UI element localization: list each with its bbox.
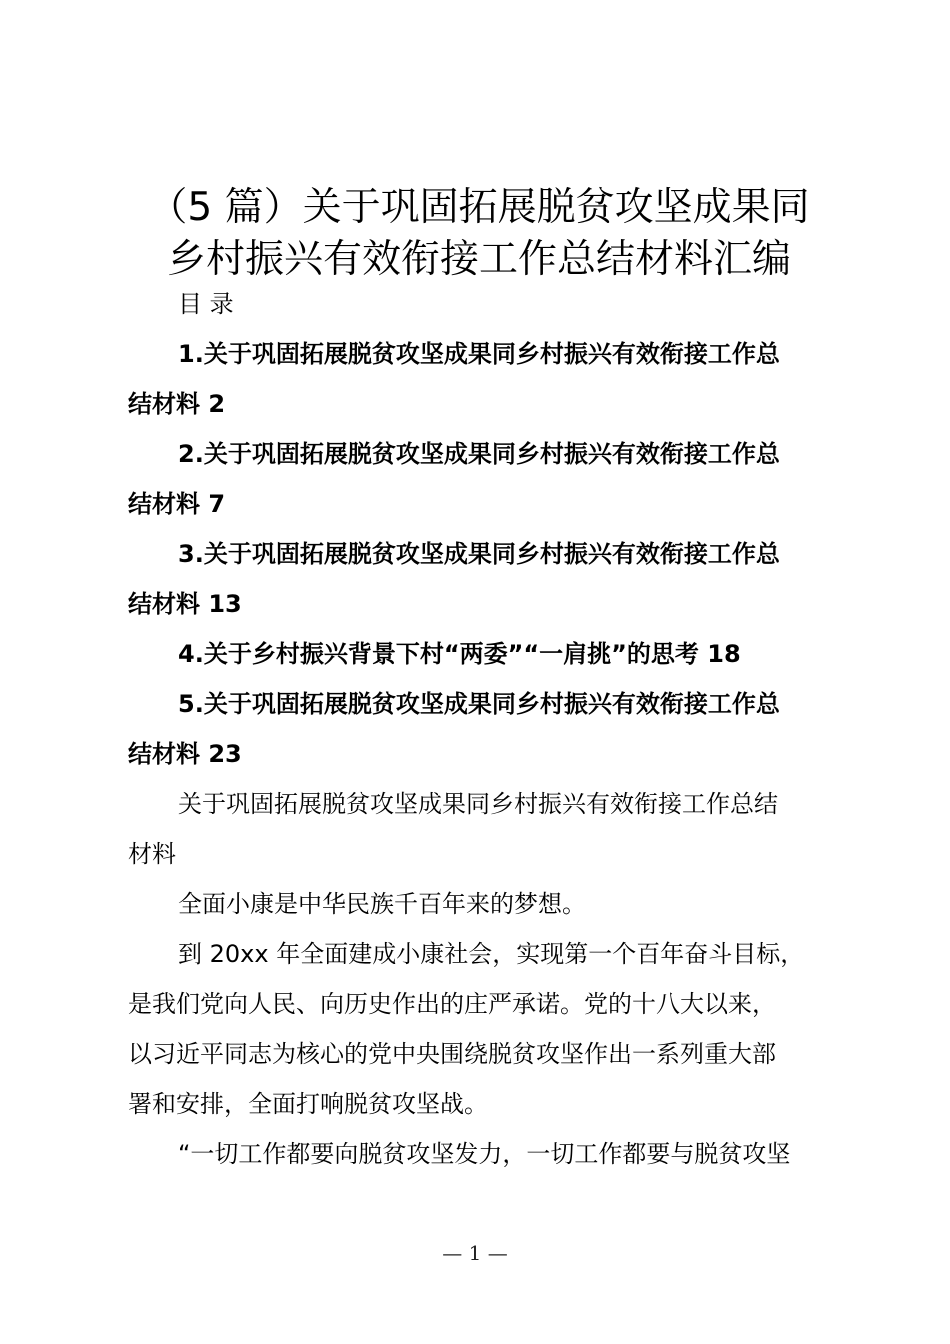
- toc-item-3-line-1: 3.关于巩固拓展脱贫攻坚成果同乡村振兴有效衔接工作总: [178, 540, 780, 568]
- document-title-line-1: （5 篇）关于巩固拓展脱贫攻坚成果同: [148, 185, 810, 230]
- toc-item-1-line-1: 1.关于巩固拓展脱贫攻坚成果同乡村振兴有效衔接工作总: [178, 340, 780, 368]
- document-title-line-2: 乡村振兴有效衔接工作总结材料汇编: [166, 237, 791, 282]
- paragraph-2-line-4: 署和安排，全面打响脱贫攻坚战。: [128, 1090, 488, 1118]
- paragraph-2-line-1: 到 20xx 年全面建成小康社会，实现第一个百年奋斗目标，: [178, 940, 805, 968]
- toc-item-3-line-2: 结材料 13: [128, 590, 242, 618]
- toc-item-2-line-2: 结材料 7: [128, 490, 226, 518]
- toc-item-1-line-2: 结材料 2: [128, 390, 226, 418]
- paragraph-2-line-2: 是我们党向人民、向历史作出的庄严承诺。党的十八大以来，: [128, 990, 776, 1018]
- toc-item-4: 4.关于乡村振兴背景下村“两委”“一肩挑”的思考 18: [178, 640, 741, 668]
- toc-item-2-line-1: 2.关于巩固拓展脱贫攻坚成果同乡村振兴有效衔接工作总: [178, 440, 780, 468]
- page-number: — 1 —: [442, 1241, 508, 1265]
- toc-item-5-line-2: 结材料 23: [128, 740, 242, 768]
- paragraph-2-line-3: 以习近平同志为核心的党中央围绕脱贫攻坚作出一系列重大部: [128, 1040, 776, 1068]
- section-title-line-1: 关于巩固拓展脱贫攻坚成果同乡村振兴有效衔接工作总结: [178, 790, 778, 818]
- paragraph-1-line-1: 全面小康是中华民族千百年来的梦想。: [178, 890, 586, 918]
- paragraph-3-line-1: “一切工作都要向脱贫攻坚发力，一切工作都要与脱贫攻坚: [178, 1140, 791, 1168]
- section-title-line-2: 材料: [128, 840, 176, 868]
- toc-heading: 目 录: [178, 290, 234, 318]
- toc-item-5-line-1: 5.关于巩固拓展脱贫攻坚成果同乡村振兴有效衔接工作总: [178, 690, 780, 718]
